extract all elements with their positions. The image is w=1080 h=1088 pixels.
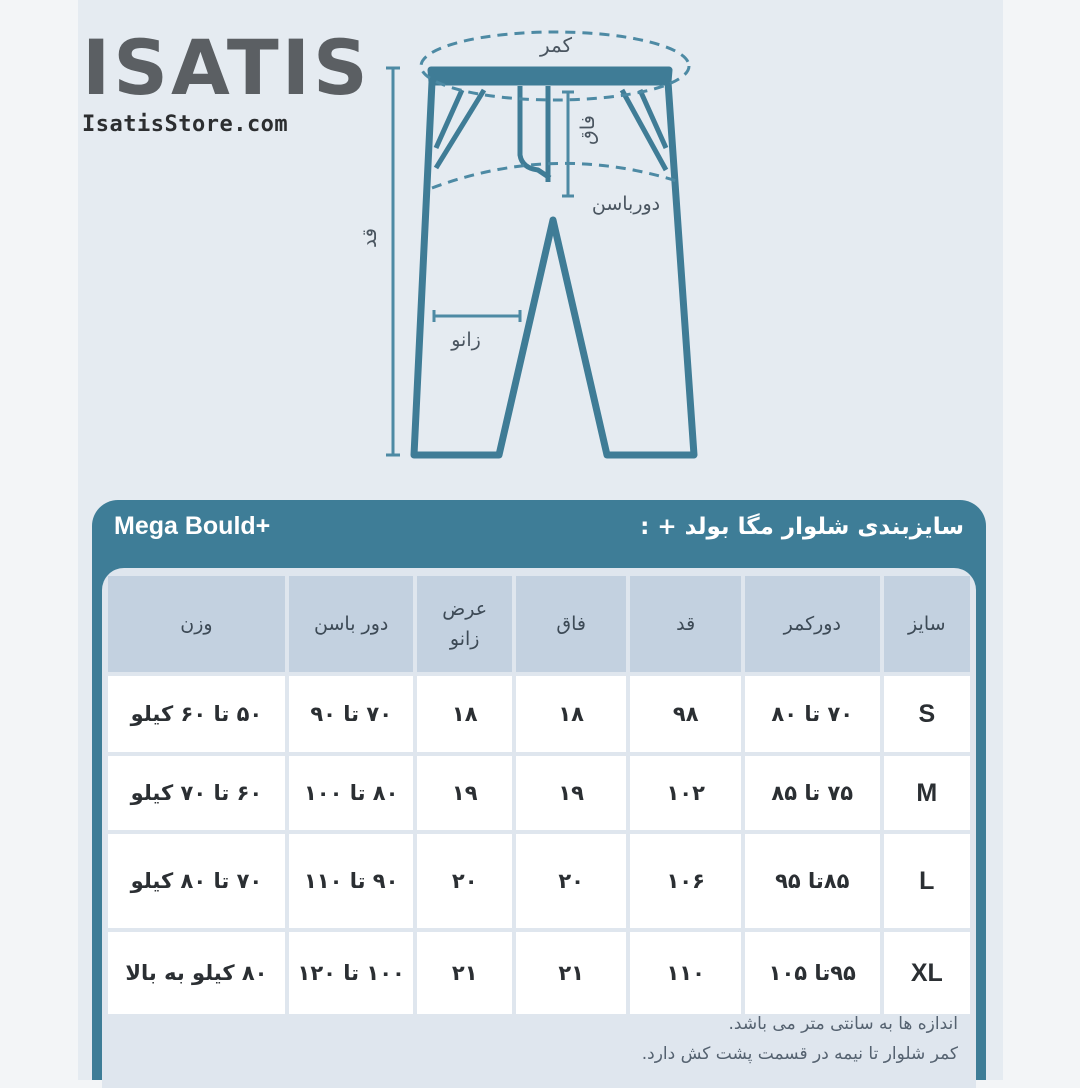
cell-size: M (884, 756, 970, 830)
product-brand: Mega Bould+ (114, 512, 271, 540)
cell-weight: ۶۰ تا ۷۰ کیلو (108, 756, 285, 830)
cell-waist: ۷۵ تا ۸۵ (745, 756, 880, 830)
cell-knee: ۲۰ (417, 834, 511, 928)
cell-weight: ۵۰ تا ۶۰ کیلو (108, 676, 285, 752)
size-chart-card (92, 500, 986, 1080)
cell-weight: ۷۰ تا ۸۰ کیلو (108, 834, 285, 928)
cell-hip: ۷۰ تا ۹۰ (289, 676, 414, 752)
rise-label: فاق (577, 115, 599, 145)
rise-dimension (562, 92, 574, 196)
hip-label: دورباسن (591, 193, 661, 215)
cell-waist: ۷۰ تا ۸۰ (745, 676, 880, 752)
card-body (92, 560, 986, 1080)
header-waist: دورکمر (745, 576, 880, 672)
hip-arc (432, 163, 680, 188)
pants-outline (414, 70, 694, 455)
cell-rise: ۲۰ (516, 834, 627, 928)
size-table (104, 572, 974, 1018)
cell-hip: ۹۰ تا ۱۱۰ (289, 834, 414, 928)
header-hip: دور باسن (289, 576, 414, 672)
note-units: اندازه ها به سانتی متر می باشد. (728, 1014, 958, 1034)
header-knee-width: عرض زانو (417, 576, 511, 672)
logo-wordmark: ISATIS (82, 23, 371, 112)
cell-length: ۹۸ (630, 676, 741, 752)
cell-waist: ۹۵تا ۱۰۵ (745, 932, 880, 1014)
table-header-row (108, 576, 970, 672)
cell-length: ۱۰۲ (630, 756, 741, 830)
table-row (108, 932, 970, 1014)
note-elastic-waist: کمر شلوار تا نیمه در قسمت پشت کش دارد. (641, 1044, 958, 1064)
waist-label: کمر (539, 33, 573, 57)
cell-rise: ۱۹ (516, 756, 627, 830)
card-title: سایزبندی شلوار مگا بولد + : (640, 514, 964, 540)
cell-knee: ۲۱ (417, 932, 511, 1014)
store-url: IsatisStore.com (82, 112, 289, 137)
header-rise: فاق (516, 576, 627, 672)
table-row (108, 834, 970, 928)
cell-size: XL (884, 932, 970, 1014)
cell-waist: ۸۵تا ۹۵ (745, 834, 880, 928)
table-container (102, 568, 976, 1088)
cell-hip: ۱۰۰ تا ۱۲۰ (289, 932, 414, 1014)
cell-knee: ۱۹ (417, 756, 511, 830)
header-length: قد (630, 576, 741, 672)
pants-diagram (0, 0, 1080, 500)
table-row (108, 756, 970, 830)
cell-rise: ۱۸ (516, 676, 627, 752)
header-size: سایز (884, 576, 970, 672)
cell-length: ۱۰۶ (630, 834, 741, 928)
cell-size: S (884, 676, 970, 752)
cell-knee: ۱۸ (417, 676, 511, 752)
knee-label: زانو (451, 329, 481, 351)
header-weight: وزن (108, 576, 285, 672)
table-row (108, 676, 970, 752)
cell-rise: ۲۱ (516, 932, 627, 1014)
cell-length: ۱۱۰ (630, 932, 741, 1014)
cell-hip: ۸۰ تا ۱۰۰ (289, 756, 414, 830)
cell-weight: ۸۰ کیلو به بالا (108, 932, 285, 1014)
length-label: قد (357, 227, 381, 249)
length-dimension (386, 68, 400, 455)
knee-dimension (434, 310, 520, 322)
cell-size: L (884, 834, 970, 928)
